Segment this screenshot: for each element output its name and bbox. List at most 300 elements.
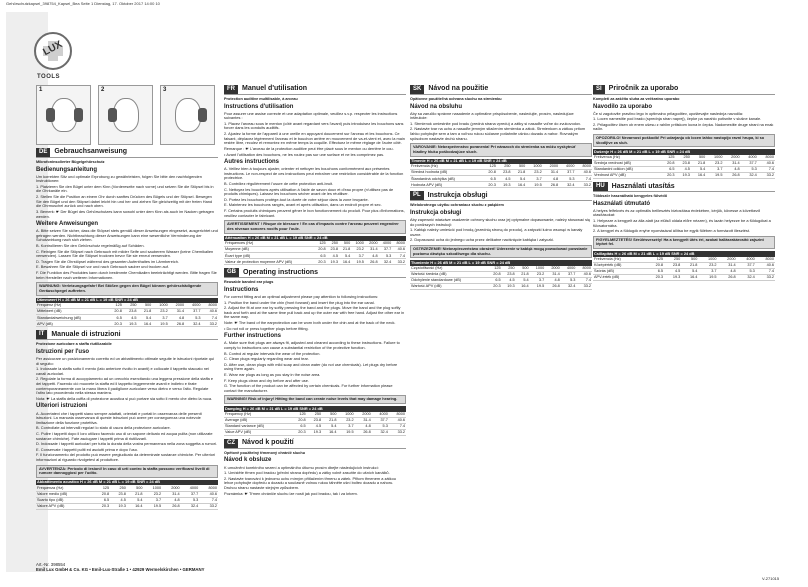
lang-code: GB [224, 268, 239, 277]
table-cell: 7.4 [758, 167, 775, 173]
section-subtitle: Protection auditive multilisable, à arceau [224, 97, 298, 102]
table-cell: APV-érték (dB) [593, 274, 647, 280]
table-cell: 500 [681, 257, 698, 263]
instructions-heading: Navodilo za uporabo [593, 103, 653, 110]
instruction-text: Aby zapewnić właściwe osadzenie ochrony słuchu oraz jej optymalne dopasowanie, należy stosować się do poniższych instrukcji: [410, 216, 591, 227]
table-cell: Wartość APV (dB) [410, 284, 488, 290]
table-cell: Valore medio (dB) [36, 491, 93, 497]
instruction-text: 1. Kabłąk należy umieścić pod brodą (przednią stroną do przodu), a zatyczki luźno wsunąć w kanały uszne. [410, 227, 583, 237]
instructions-heading: Instructions d'utilisation [224, 103, 294, 110]
instruction-text: For correct fitting and an optimal adjustment please pay attention to following instructions: [224, 293, 379, 299]
damping-table [410, 159, 592, 189]
table-cell: 500 [691, 155, 706, 161]
table-cell: Wartość średnia (dB) [410, 271, 488, 277]
table-cell: 19.5 [706, 173, 723, 179]
table-cell: 125 [647, 257, 664, 263]
instruction-text: G. The function of the product can be affected by certain chemicals. For further information please contact the manufacturer. [224, 383, 393, 393]
section-title: Használati utasítás [611, 182, 675, 190]
table-cell: 20.3 [108, 321, 123, 327]
instruction-text: Um korrekten Sitz und optimale Erprobung zu gewährleisten, folgen Sie bitte den nachfolgenden Instruktionen: [36, 173, 202, 184]
table-cell: 19.5 [698, 274, 717, 280]
table-cell: 20.3 [314, 259, 326, 265]
table-cell: 37.7 [379, 247, 393, 253]
table-row [410, 182, 592, 188]
table-cell: 20.8 [647, 262, 664, 268]
warning-box: WARNUNG: Verletzungsgefahr! Bei Stößen gegen den Bügel können gehörschädigende Geräuschpegel auftreten. [36, 282, 218, 295]
table-cell: Frequency (Hz) [224, 412, 291, 418]
table-cell: 5.3 [737, 268, 756, 274]
table-cell: 500 [512, 164, 527, 170]
table-cell: 37.7 [561, 271, 577, 277]
table-cell: 20.8 [660, 160, 675, 166]
instructions-heading: Návod na obsluhu [410, 103, 463, 110]
lang-code: IT [36, 330, 47, 339]
section-subtitle: Reusable banded ear plugs [224, 280, 274, 285]
table-cell: 23.8 [110, 491, 127, 497]
table-cell: 125 [291, 412, 306, 418]
table-cell: 4.5 [502, 277, 516, 283]
instruction-text: 2. A kengyel és a füldugók enyhe nyomásával állítsa be egyik fülében a formázott illesztést. [593, 228, 751, 234]
table-cell: 5.4 [516, 277, 530, 283]
table-cell: 37.7 [559, 170, 575, 176]
table-cell: 4.5 [664, 268, 681, 274]
table-cell: 3.7 [530, 277, 546, 283]
instruction-text: B. Contrôlez régulièrement l'usure de cette protection anti-bruit. [224, 181, 334, 187]
instruction-text: 1. Placez l'arceau sous le menton (côté avant regardant vers l'avant) puis introduisez les bouchons sans forcer dans les conduits auditifs. [224, 120, 404, 131]
table-cell: Štandardná odchýlka (dB) [410, 176, 482, 182]
table-cell: Standardni odklon (dB) [593, 167, 660, 173]
table-cell: Frekvencia (Hz) [593, 257, 647, 263]
section-title: Instrukcja obsługi [427, 191, 488, 199]
table-cell: 31.4 [543, 170, 559, 176]
section-header-it [36, 330, 218, 340]
table-cell: 4.5 [307, 423, 322, 429]
table-cell: 20.3 [647, 274, 664, 280]
table-cell: 7.4 [202, 315, 219, 321]
table-cell: Mittelwert (dB) [36, 309, 108, 315]
table-cell: 125 [482, 164, 497, 170]
table-cell: 1000 [530, 266, 546, 272]
table-cell: 4000 [737, 257, 756, 263]
table-title: Tlmenie H = 26 dB M = 21 dB L = 19 dB SNR = 24 dB [410, 159, 592, 165]
table-cell: 125 [488, 266, 502, 272]
table-cell: 7.4 [576, 176, 593, 182]
lang-code: FR [224, 85, 238, 94]
instruction-text: A. Veillez bien à toujours ajuster, orienter et nettoyer les bouchons conformément aux présentes instructions. Le non-respect de ces instructions peut entraîner une restriction considérable de la fonction protectrice. [224, 166, 404, 181]
damping-table [36, 298, 218, 328]
table-cell: Szórás (dB) [593, 268, 647, 274]
table-cell: 19.3 [123, 321, 138, 327]
table-row [593, 274, 775, 280]
warning-box: AVERTISSEMENT ! Risque de blessure ! En cas d'impacts contre l'arceau peuvent engendrer des niveaux sonores nocifs pour l'ouïe. [224, 220, 406, 233]
section-header-hu [593, 182, 775, 192]
table-title: Atténuation H = 26 dB M = 21 dB L = 19 dB SNR = 24 dB [224, 236, 406, 242]
table-cell: 4.8 [545, 277, 561, 283]
instruction-text: E. Wear ear plugs as long as you stay in the noise area. [224, 371, 321, 377]
table-cell: 20.8 [488, 271, 502, 277]
lang-code: SK [410, 85, 424, 94]
table-cell: Częstotliwość (Hz) [410, 266, 488, 272]
lang-code: HU [593, 182, 608, 191]
table-cell: 20.3 [482, 182, 497, 188]
table-cell: Srednja vrednost (dB) [593, 160, 660, 166]
instructions-heading: Bedienungsanleitung [36, 166, 98, 173]
table-cell: 23.2 [337, 417, 354, 423]
table-cell: Standardabweichung (dB) [36, 315, 108, 321]
instruction-text: D. Portez les bouchons protège-tout la durée de votre séjour dans la zone bruyante. [224, 196, 369, 202]
section-title: Gebrauchsanweisung [54, 148, 128, 156]
section-subtitle: Wielokrotnego użytku ochraniacz słuchu z pałąkiem [410, 203, 504, 208]
instruction-text: A. Accertatevi che i tappetti siano sempre adattati, orientati e portati in osservanza delle presenti istruzioni. La mancata osservanza di queste istruzioni può avere per conseguenza una notevole limitazione della funzione protettiva. [36, 410, 202, 425]
damping-table [36, 480, 218, 510]
table-title: Abbattimento acustico H = 26 dB M = 21 dB L = 19 dB SNR = 24 dB [36, 480, 218, 486]
table-cell: 19.3 [664, 274, 681, 280]
table-cell: 1000 [706, 155, 723, 161]
table-row [224, 429, 406, 435]
table-cell: 4.5 [110, 497, 127, 503]
table-cell: 1000 [351, 241, 365, 247]
logo-text: LUX [41, 38, 65, 59]
table-cell: 20.3 [488, 284, 502, 290]
table-row [593, 173, 775, 179]
table-cell: 7.4 [392, 253, 406, 259]
section-header-gb [224, 268, 406, 278]
warning-box: VAROVANIE: Nebezpečenstvo poranenia! Pri nárazoch do strmienka sa môžu vyskytnúť hladiny hluku poškodzujúce sluch. [410, 143, 592, 156]
table-cell: 500 [516, 266, 530, 272]
instructions-heading: Instrukcja obsługi [410, 209, 462, 216]
table-cell: 26.8 [545, 284, 561, 290]
table-row [36, 321, 218, 327]
table-cell: 40.6 [392, 247, 406, 253]
instruction-text: • Avant l'utilisation des bouchons, ne les roulez pas sur une surface et ne les comprimez pas. [224, 151, 385, 157]
table-cell: 33.2 [576, 182, 593, 188]
instruction-text: 1. Strmienok umiestnite pod bradu (predná strana vpredu) a zátky si nasaďte voľne do zvukovodov. [410, 120, 581, 126]
table-cell: 33.2 [389, 429, 406, 435]
instruction-text: 1. Position the band under the chin (front forward) and insert the plug into the ear canal. [224, 299, 375, 305]
instructions-heading: Használati útmutató [593, 200, 651, 207]
instruction-text: B. Control at regular intervals the wear of the protection. [224, 350, 321, 356]
table-cell: 26.8 [723, 173, 740, 179]
table-cell: 16.4 [127, 503, 144, 509]
table-cell: 250 [664, 257, 681, 263]
table-cell: 26.8 [365, 259, 379, 265]
lux-logo [34, 32, 72, 70]
table-cell: 2000 [365, 241, 379, 247]
table-cell: 4.8 [169, 315, 185, 321]
table-cell: 8000 [389, 412, 406, 418]
lang-code: PL [410, 191, 424, 200]
table-cell: 5.3 [181, 497, 200, 503]
table-cell: 32.4 [561, 284, 577, 290]
table-cell: 40.6 [576, 170, 593, 176]
damping-table [410, 260, 592, 290]
table-cell: 8000 [758, 155, 775, 161]
table-cell: Frekvencia (Hz) [410, 164, 482, 170]
table-cell: 3.7 [706, 167, 723, 173]
table-cell: 16.4 [322, 429, 337, 435]
table-cell: 2000 [543, 164, 559, 170]
table-cell: 31.4 [355, 417, 372, 423]
lang-code: SI [593, 85, 605, 94]
table-cell: 33.2 [392, 259, 406, 265]
table-cell: 4000 [741, 155, 758, 161]
table-cell: 4.8 [162, 497, 181, 503]
damping-table [224, 236, 406, 266]
table-cell: Vrednost APV (dB) [593, 173, 660, 179]
company-line: Emil Lux GmbH & Co. KG • Emil-Lux-Straße 1 • 42929 Wermelskirchen • GERMANY [36, 567, 205, 573]
table-cell: 1000 [698, 257, 717, 263]
table-cell: 32.4 [372, 429, 389, 435]
table-cell: 37.7 [181, 491, 200, 497]
table-cell: 20.8 [108, 309, 123, 315]
table-cell: 37.7 [185, 309, 201, 315]
table-cell: 3.7 [152, 315, 168, 321]
table-cell: 250 [675, 155, 690, 161]
section-title: Manuale di istruzioni [51, 330, 121, 338]
section-header-cz [224, 439, 406, 449]
table-cell: Frekvenca (Hz) [593, 155, 660, 161]
table-cell: 23.8 [497, 170, 512, 176]
table-cell: 500 [339, 241, 351, 247]
table-cell: 21.8 [138, 309, 153, 315]
lang-code: DE [36, 148, 50, 157]
table-cell: Moyenne (dB) [224, 247, 314, 253]
table-cell: 4.8 [355, 423, 372, 429]
table-cell: 32.4 [185, 321, 201, 327]
table-cell: 2000 [162, 485, 181, 491]
table-cell: 19.5 [530, 284, 546, 290]
table-cell: 2000 [718, 257, 737, 263]
table-cell: 5.4 [339, 253, 351, 259]
instruction-text: E. Conservate i tappetti puliti ed asciutti prima e dopo l'uso. [36, 446, 138, 452]
table-cell: 23.8 [502, 271, 516, 277]
instruction-text: 1. Locen namestite pod brado (sprednja stran naprej), čepke pa narahlo potisnite v slušne kanale. [593, 116, 762, 122]
table-cell: Hodnota APV (dB) [410, 182, 482, 188]
table-cell: 32.4 [379, 259, 393, 265]
table-cell: 250 [497, 164, 512, 170]
instruction-text: 2. Regolate la forma di accoppiamento ad un orecchio esercitando una leggera pressione della staffa e dei tappetti. Facendo ciò muovete la staffa ed il tappetto leggermente avanti e indietro e tirate contemporaneamente con la mano libera il padiglione auricolare verso dietro e verso l'alto. Regolate l'altro lato procedendo nella stessa maniera. [36, 376, 214, 396]
lang-code: CZ [224, 439, 238, 448]
table-cell: 31.4 [545, 271, 561, 277]
table-cell: 500 [127, 485, 144, 491]
table-title: Dušenje H = 26 dB M = 21 dB L = 19 dB SNR = 24 dB [593, 149, 775, 155]
warning-box: OPOZORILO! Nevarnost poškodb! Pri udarjanju ob locen lahko nastopijo ravni hrupa, ki so škodljive za sluh. [593, 134, 775, 147]
table-cell: 2000 [723, 155, 740, 161]
table-cell: 6.5 [108, 315, 123, 321]
section-subtitle: Kompleti za zaščito sluha za večkratno uporabo [593, 97, 680, 102]
instruction-text: Note: ☛ The band of the earprotection can be worn both under the chin and at the back of the neck. [224, 320, 396, 326]
table-cell: 20.3 [93, 503, 110, 509]
table-cell: 19.3 [307, 429, 322, 435]
table-cell: 31.4 [169, 309, 185, 315]
table-cell: 20.3 [291, 429, 306, 435]
table-cell: 6.5 [660, 167, 675, 173]
section-subtitle: Opätovne použiteľná ochrana sluchu na strmienku [410, 97, 502, 102]
table-cell: 40.6 [202, 309, 219, 315]
table-cell: 5.3 [561, 277, 577, 283]
table-cell: 1000 [144, 485, 163, 491]
section-header-pl [410, 191, 592, 201]
warning-box: WARNING! Risk of injury! Hitting the band can create noise levels that may damage hearing. [224, 395, 406, 404]
instruction-text: B. Kontrollieren Sie den Gehörschutz regelmäßig auf Schäden. [36, 243, 145, 249]
section-subtitle: Opětově použitelný třmenový chránič sluchu [224, 450, 306, 455]
table-cell: 33.2 [199, 503, 218, 509]
table-cell: 6.5 [93, 497, 110, 503]
table-cell: 5.3 [379, 253, 393, 259]
table-cell: 4.5 [123, 315, 138, 321]
table-cell: 5.4 [127, 497, 144, 503]
instruction-text: Poznámka: ☛ Třmen chrániče sluchu lze nosit jak pod bradou, tak i za krkem. [224, 490, 358, 496]
table-title: Tłumienie H = 26 dB M = 21 dB L = 19 dB SNR = 24 dB [410, 260, 592, 266]
further-heading: Weitere Anweisungen [36, 221, 99, 228]
instruction-text: Per assicurare un posizionamento corretto ed un abbattimento ottimale seguite le istruzioni riportate qui di seguito: [36, 355, 214, 366]
instruction-text: K umožnění korektního sezení a optimálního útlumu prosím dbejte následujících instrukcí: [224, 464, 379, 470]
table-cell: 1000 [337, 412, 354, 418]
fitting-image-3: 3 [160, 85, 215, 145]
table-cell: 125 [93, 485, 110, 491]
table-cell: 23.2 [152, 309, 168, 315]
instruction-text: D. Indossate i tappetti auricolari per tutta la durata della vostra permanenza nella zona soggetta a rumori. [36, 441, 218, 447]
instruction-text: B. Controllate ad intervalli regolari lo stato di usura della protezione auricolare. [36, 425, 171, 431]
instructions-heading: Návod k obsluze [224, 457, 272, 464]
table-cell: 5.4 [138, 315, 153, 321]
column-3 [410, 82, 592, 293]
table-cell: 21.8 [322, 417, 337, 423]
table-cell: Odchylenie standardowe (dB) [410, 277, 488, 283]
section-subtitle: Mikrofoninsolierter Bügelgehörschutz [36, 160, 105, 165]
table-cell: 125 [660, 155, 675, 161]
further-heading: Autres instructions [224, 159, 280, 166]
table-cell: 3.7 [698, 268, 717, 274]
table-cell: 16.4 [681, 274, 698, 280]
table-cell: 40.6 [199, 491, 218, 497]
table-cell: Középérték (dB) [593, 262, 647, 268]
table-cell: 8000 [756, 257, 775, 263]
instruction-text: C. Pulire i tappetti dopo il loro utilizzo facendo uso di un sapone delicato ed acqua pulita (non utilizzate sostanze chimiche). Fate asciugare i tappetti prima di riutilizzarli. [36, 430, 213, 441]
column-4 [593, 82, 775, 284]
instructions-heading: Instructions [224, 286, 259, 293]
table-cell: 40.6 [756, 262, 775, 268]
table-cell: 3.7 [337, 423, 354, 429]
table-cell: 7.4 [756, 268, 775, 274]
table-cell: 40.6 [758, 160, 775, 166]
table-cell: 6.5 [488, 277, 502, 283]
table-cell: 32.4 [737, 274, 756, 280]
table-cell: 3.7 [144, 497, 163, 503]
table-cell: 7.4 [389, 423, 406, 429]
table-cell: 125 [108, 303, 123, 309]
instruction-text: 1. Indossate la staffa sotto il mento (lato anteriore rivolto in avanti) e collocate il tappetto staccato nei canali auricolari. [36, 366, 209, 376]
table-cell: 8000 [392, 241, 406, 247]
instruction-text: E. Maintenez les bouchons rangés, avant et après utilisation, dans un endroit propre et sec. [224, 202, 382, 208]
table-cell: 250 [110, 485, 127, 491]
table-cell: 5.3 [741, 167, 758, 173]
table-cell: 23.8 [327, 247, 339, 253]
table-cell: 33.2 [758, 173, 775, 179]
table-cell: 40.6 [389, 417, 406, 423]
fitting-image-1: 1 [36, 85, 91, 145]
instruction-text: 2. Dopasować ucha do jednego ucha przez delikatne naciśnięcie kabłąka i zatyczki. [410, 237, 555, 243]
table-row [224, 259, 406, 265]
table-cell: 4.5 [497, 176, 512, 182]
instruction-text: D. Tragen Sie die Ohrstöpsel während des gesamten Aufenthaltes im Lärmbereich. [36, 258, 179, 264]
table-cell: 21.8 [512, 170, 527, 176]
table-cell: Average (dB) [224, 417, 291, 423]
table-cell: 23.2 [351, 247, 365, 253]
table-cell: 19.3 [675, 173, 690, 179]
table-cell: 4.8 [723, 167, 740, 173]
table-cell: 2000 [355, 412, 372, 418]
table-cell: 20.8 [314, 247, 326, 253]
instruction-text: C. Clean plugs regularly regarding wear and tear. [224, 356, 309, 362]
table-cell: 19.5 [337, 429, 354, 435]
instruction-text: F. Die Funktion des Produktes kann durch bestimmte Chemikalien beeinträchtigt werden. Bitte fragen Sie beim Hersteller nach weiteren Informationen. [36, 270, 217, 280]
table-cell: 32.4 [181, 503, 200, 509]
damping-table [593, 149, 775, 179]
table-cell: 125 [314, 241, 326, 247]
section-title: Priročnik za uporabo [608, 85, 679, 93]
instruction-text: 2. Adjust the fit at one ear by softly pressing the band and the plugs. Move the band and the plug softly back and forth and at the same time pull back and up the outer ear with free hand. Adjust the other ear in the same way. [224, 305, 405, 320]
table-cell: 21.8 [127, 491, 144, 497]
column-1 [36, 145, 218, 513]
instruction-text: Če si zagotovite pravilno lego in optimalno prilagoditev, upoštevajte naslednja navodila: [593, 110, 744, 116]
table-cell: 4.5 [327, 253, 339, 259]
table-cell: 5.4 [512, 176, 527, 182]
fitting-image-2: 2 [98, 85, 153, 145]
table-cell: 31.4 [162, 491, 181, 497]
further-heading: Further instructions [224, 333, 282, 340]
table-cell: 5.3 [559, 176, 575, 182]
table-cell: 4000 [181, 485, 200, 491]
instruction-text: 3. Bemerk: ☛ Der Bügel des Gehörschutzes kann sowohl unter dem Kinn als auch im Nacken getragen werden. [36, 208, 215, 219]
instruction-text: Nota: ☛ La staffa della cuffia di protezione acustica si può portare sia sotto il mento che dietro la nuca. [36, 395, 213, 401]
instruction-text: F. Il funzionamento del prodotto può essere pregiudicato da determinate sostanze chimiche. Per ulteriori informazioni al riguardo rivolgetevi al produttore. [36, 452, 216, 463]
warning-box: AVVERTENZA: Pericolo di lesioni! In caso di urti contro la staffa possono verificarsi livelli di rumore dannoggiosi per l'udito. [36, 465, 218, 478]
table-cell: 21.8 [681, 262, 698, 268]
table-cell: 3.7 [351, 253, 365, 259]
table-cell: 8000 [576, 164, 593, 170]
damping-table [224, 406, 406, 436]
table-cell: 4000 [559, 164, 575, 170]
instruction-text: E. Bewahren Sie die Stöpsel vor und nach Gebrauch sauber und trocken auf. [36, 264, 170, 270]
table-cell: 19.5 [144, 503, 163, 509]
table-cell: 4.5 [675, 167, 690, 173]
section-title: Návod na použitie [428, 85, 489, 93]
table-title: Csillapítás H = 26 dB M = 21 dB L = 19 dB SNR = 24 dB [593, 251, 775, 257]
table-cell: 31.4 [723, 160, 740, 166]
section-subtitle: Többször használható kengyeles fülvédő [593, 194, 668, 199]
instruction-text: 2. Ajustez la forme de l'appareil à une oreille en appuyant doucement sur l'arceau et les bouchons. Ce faisant, déplacez légèrement l'arceau et le bouchon arrière en mouvement de va-et-vient et, avec la main restée libre, reculez et remontez en même temps la coquille. Effectuez le même réglage de l'autre côté. [224, 131, 405, 146]
table-cell: 23.2 [144, 491, 163, 497]
table-cell: 6.5 [314, 253, 326, 259]
table-cell: 19.3 [110, 503, 127, 509]
table-cell: 4000 [379, 241, 393, 247]
table-cell: 6.5 [291, 423, 306, 429]
table-cell: 4.8 [543, 176, 559, 182]
table-cell: 23.8 [307, 417, 322, 423]
table-cell: Frequenz (Hz) [36, 303, 108, 309]
instruction-text: Pour assurer une assise correcte et une adaptation optimale, veuillez s.v.p. respecter les instructions suivantes : [224, 110, 398, 121]
table-cell: 16.4 [512, 182, 527, 188]
instruction-text: 1. Umístěte třmen pod bradou (přední strana dopředu) a zátky volně zasuňte do ušních kanálků. [224, 470, 390, 476]
table-cell: 26.8 [169, 321, 185, 327]
instruction-text: 1. Platzieren Sie den Bügel unter dem Kinn (Vordereseite nach vorne) und setzen Sie die Stöpsel bis in die Ohrkanäle ein. [36, 183, 214, 194]
version: V-271015 [762, 576, 780, 581]
table-cell: 5.3 [372, 423, 389, 429]
table-cell: 21.8 [691, 160, 706, 166]
instruction-text: C. Reinigen Sie die Stöpsel nach Gebrauch mit milder Seife und sauberem Wasser (keine Chemikalien verwenden). Lassen Sie die Stöpsel trocknen bevor Sie sie erneut verwenden. [36, 248, 214, 259]
table-cell: 23.2 [526, 170, 542, 176]
